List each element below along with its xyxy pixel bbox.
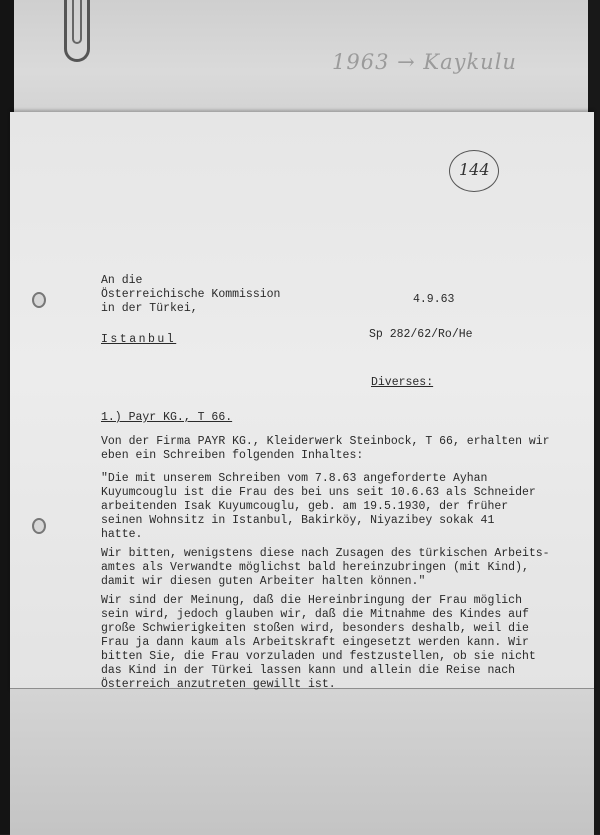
punch-hole-icon	[32, 292, 46, 308]
recipient-line: An die	[101, 274, 143, 287]
recipient-line: Österreichische Kommission	[101, 288, 281, 301]
recipient-line: in der Türkei,	[101, 302, 198, 315]
quote-line: "Die mit unserem Schreiben vom 7.8.63 angeforderte Ayhan	[101, 472, 488, 485]
reference-number: Sp 282/62/Ro/He	[369, 328, 473, 341]
subject: Diverses:	[371, 376, 434, 389]
quote-line: seinen Wohnsitz in Istanbul, Bakirköy, Niyazibey sokak 41	[101, 514, 495, 527]
handwritten-top-note: 1963 → Kaykulu	[332, 50, 517, 74]
body-line: Wir sind der Meinung, daß die Hereinbringung der Frau möglich	[101, 594, 522, 607]
page-number: 144	[459, 160, 490, 179]
recipient-city: Istanbul	[101, 333, 177, 346]
body-line: Frau ja dann kaum als Arbeitskraft eingesetzt werden kann. Wir	[101, 636, 529, 649]
body-line: sein wird, jedoch glauben wir, daß die Mitnahme des Kindes auf	[101, 608, 529, 621]
quote-line: Kuyumcouglu ist die Frau des bei uns seit 10.6.63 als Schneider	[101, 486, 536, 499]
body-line: das Kind in der Türkei lassen kann und allein die Reise nach	[101, 664, 516, 677]
punch-hole-icon	[32, 518, 46, 534]
body-line: Österreich anzutreten gewillt ist.	[101, 678, 336, 691]
quote-line: damit wir diesen guten Arbeiter halten können."	[101, 575, 426, 588]
quote-line: Wir bitten, wenigstens diese nach Zusagen des türkischen Arbeits-	[101, 547, 550, 560]
body-line: eben ein Schreiben folgenden Inhaltes:	[101, 449, 364, 462]
body-line: bitten Sie, die Frau vorzuladen und festzustellen, ob sie nicht	[101, 650, 536, 663]
body-line: Von der Firma PAYR KG., Kleiderwerk Steinbock, T 66, erhalten wir	[101, 435, 550, 448]
body-line: große Schwierigkeiten stoßen wird, besonders deshalb, weil die	[101, 622, 529, 635]
paper-clip-inner	[72, 0, 82, 44]
bottom-sheet	[10, 688, 594, 835]
quote-line: arbeitenden Isak Kuyumcouglu, geb. am 19.5.1930, der früher	[101, 500, 509, 513]
quote-line: amtes als Verwandte möglichst bald hereinzubringen (mit Kind),	[101, 561, 529, 574]
section-heading: 1.) Payr KG., T 66.	[101, 411, 233, 424]
quote-line: hatte.	[101, 528, 143, 541]
letter-date: 4.9.63	[413, 293, 455, 306]
